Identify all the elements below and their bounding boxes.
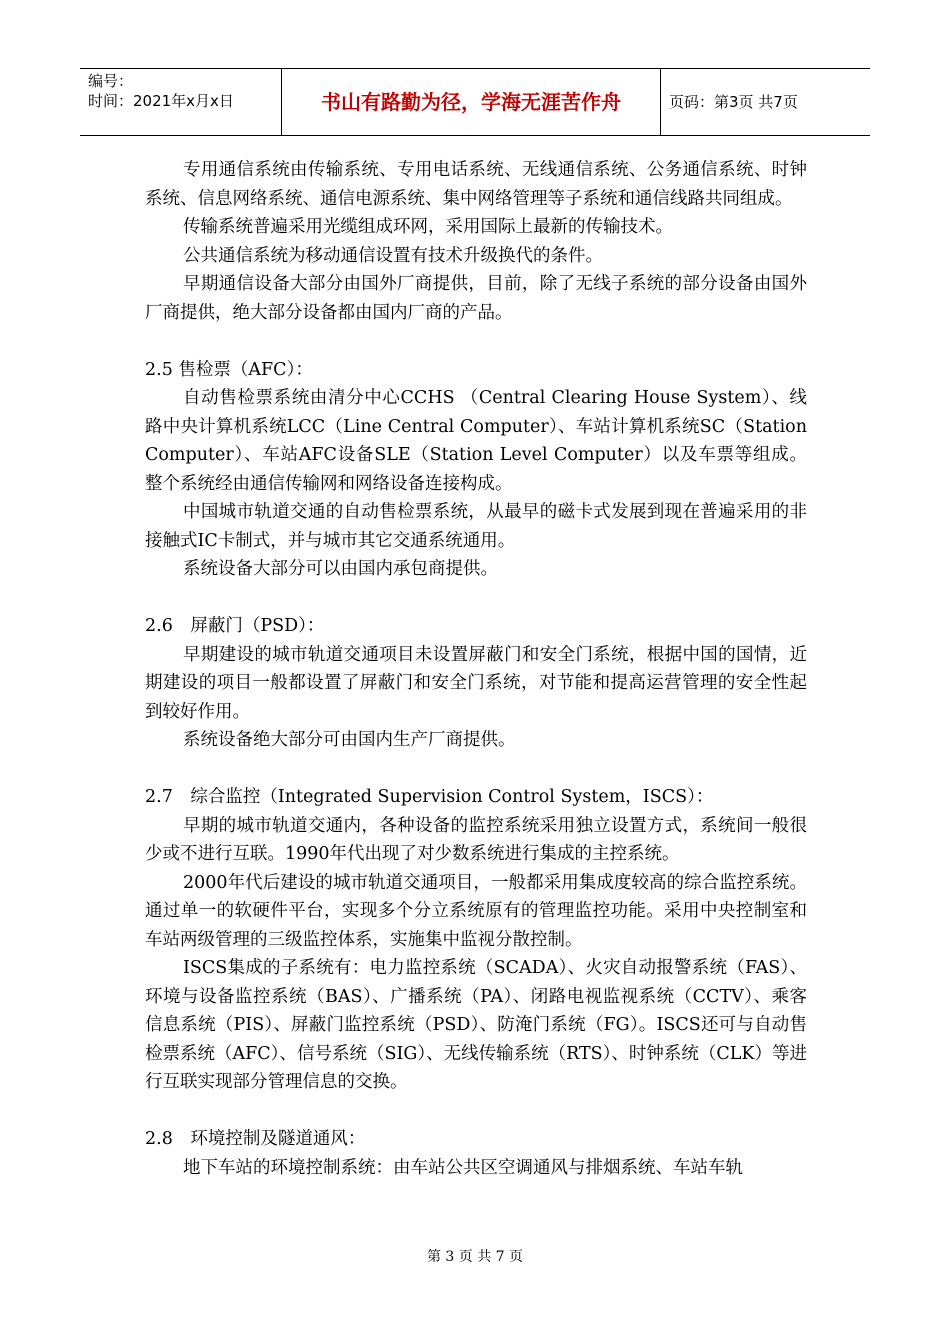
page-footer: 第 3 页 共 7 页 <box>426 1249 524 1265</box>
body-paragraph: 早期建设的城市轨道交通项目未设置屏蔽门和安全门系统，根据中国的国情，近期建设的项目一般都设置了屏蔽门和安全门系统，对节能和提高运营管理的安全性起到较好作用。 <box>145 644 807 722</box>
doc-code-label: 编号： <box>88 72 134 90</box>
body-paragraph: 早期的城市轨道交通内，各种设备的监控系统采用独立设置方式，系统间一般很少或不进行互联。1990年代出现了对少数系统进行集成的主控系统。 <box>145 815 807 864</box>
document-body <box>145 156 807 1182</box>
body-paragraph: ISCS集成的子系统有：电力监控系统（SCADA）、火灾自动报警系统（FAS）、环境与设备监控系统（BAS）、广播系统（PA）、闭路电视监视系统（CCTV）、乘客信息系统（PIS）、屏蔽门监控系统（PSD）、防淹门系统（FG）。ISCS还可与自动售检票系统（AFC）、信号系统（SIG）、无线传输系统（RTS）、时钟系统（CLK）等进行互联实现部分管理信息的交换。 <box>145 958 807 1092</box>
body-paragraph: 自动售检票系统由清分中心CCHS （Central Clearing House System）、线路中央计算机系统LCC（Line Central Computer）、车站计算机系统SC（Station Computer）、车站AFC设备SLE（Station Level Computer）以及车票等组成。整个系统经由通信传输网和网络设备连接构成。 <box>145 388 807 494</box>
body-paragraph: 传输系统普遍采用光缆组成环网，采用国际上最新的传输技术。 <box>183 217 673 237</box>
body-paragraph: 2000年代后建设的城市轨道交通项目，一般都采用集成度较高的综合监控系统。通过单一的软硬件平台，实现多个分立系统原有的管理监控功能。采用中央控制室和车站两级管理的三级监控体系，实施集中监视分散控制。 <box>145 872 807 950</box>
body-paragraph: 公共通信系统为移动通信设置有技术升级换代的条件。 <box>183 245 603 266</box>
header-motto: 书山有路勤为径，学海无涯苦作舟 <box>281 69 661 135</box>
section-heading: 2.5 售检票（AFC）： <box>145 359 313 380</box>
body-paragraph: 中国城市轨道交通的自动售检票系统，从最早的磁卡式发展到现在普遍采用的非接触式IC卡制式，并与城市其它交通系统通用。 <box>145 502 807 551</box>
body-paragraph: 早期通信设备大部分由国外厂商提供，目前，除了无线子系统的部分设备由国外厂商提供，绝大部分设备都由国内厂商的产品。 <box>145 274 807 323</box>
body-paragraph: 系统设备绝大部分可由国内生产厂商提供。 <box>183 730 516 750</box>
section-heading: 2.7 综合监控（Integrated Supervision Control System，ISCS）： <box>145 787 714 807</box>
body-paragraph: 专用通信系统由传输系统、专用电话系统、无线通信系统、公务通信系统、时钟系统、信息网络系统、通信电源系统、集中网络管理等子系统和通信线路共同组成。 <box>145 160 807 209</box>
page-header <box>80 68 870 136</box>
body-paragraph: 系统设备大部分可以由国内承包商提供。 <box>183 559 498 579</box>
header-meta <box>80 69 281 135</box>
section-heading: 2.6 屏蔽门（PSD）： <box>145 616 325 636</box>
section-heading: 2.8 环境控制及隧道通风： <box>145 1129 366 1149</box>
body-paragraph: 地下车站的环境控制系统：由车站公共区空调通风与排烟系统、车站车轨 <box>183 1157 743 1178</box>
header-page-info: 页码：第3页 共7页 <box>669 93 798 111</box>
doc-time-label: 时间：2021年x月x日 <box>88 92 234 110</box>
